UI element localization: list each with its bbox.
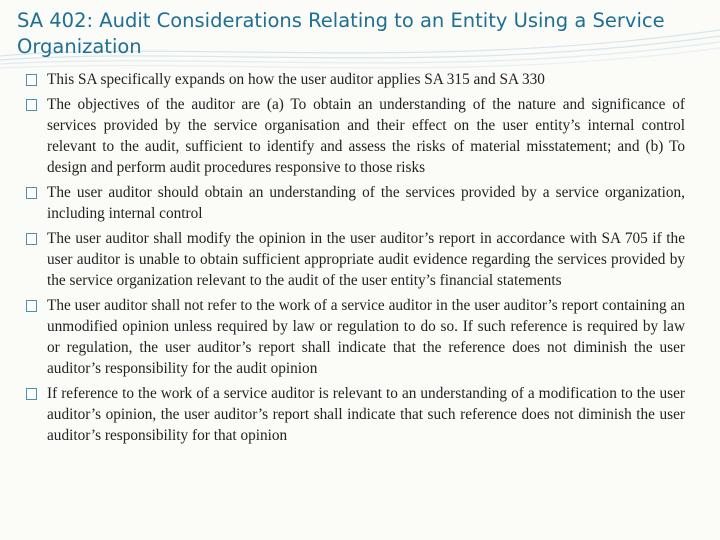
bullet-text: The user auditor shall modify the opinion in the user auditor’s report in accordance with SA 705 if the user auditor is unable to obtain sufficient appropriate audit evidence regarding the services provided by the service organization relevant to the audit of the user entity’s financial statements	[47, 230, 685, 289]
bullet-item	[25, 295, 685, 379]
bullet-item	[25, 94, 685, 178]
bullet-item	[25, 182, 685, 224]
slide-title: SA 402: Audit Considerations Relating to an Entity Using a Service Organization	[17, 9, 665, 58]
bullet-text: This SA specifically expands on how the user auditor applies SA 315 and SA 330	[47, 71, 545, 88]
square-bullet-icon	[26, 300, 37, 312]
bullet-item	[25, 228, 685, 291]
bullet-list	[25, 69, 685, 450]
bullet-text: The user auditor shall not refer to the work of a service auditor in the user auditor’s report containing an unmodified opinion unless required by law or regulation to do so. If such reference is required by law or regulation, the user auditor’s report shall indicate that the reference does not diminish the user auditor’s responsibility for the audit opinion	[47, 297, 685, 377]
bullet-text: The objectives of the auditor are (a) To obtain an understanding of the nature and significance of services provided by the service organisation and their effect on the user entity’s internal control relevant to the audit, sufficient to identify and assess the risks of material misstatement; and (b) To design and perform audit procedures responsive to those risks	[47, 96, 685, 176]
square-bullet-icon	[26, 233, 37, 245]
square-bullet-icon	[26, 74, 37, 86]
bullet-text: The user auditor should obtain an understanding of the services provided by a service organization, including internal control	[47, 184, 685, 222]
bullet-text: If reference to the work of a service auditor is relevant to an understanding of a modification to the user auditor’s opinion, the user auditor’s report shall indicate that such reference does not diminish the user auditor’s responsibility for that opinion	[47, 385, 685, 444]
bullet-item	[25, 69, 685, 90]
bullet-item	[25, 383, 685, 446]
square-bullet-icon	[26, 388, 37, 400]
square-bullet-icon	[26, 99, 37, 111]
square-bullet-icon	[26, 187, 37, 199]
